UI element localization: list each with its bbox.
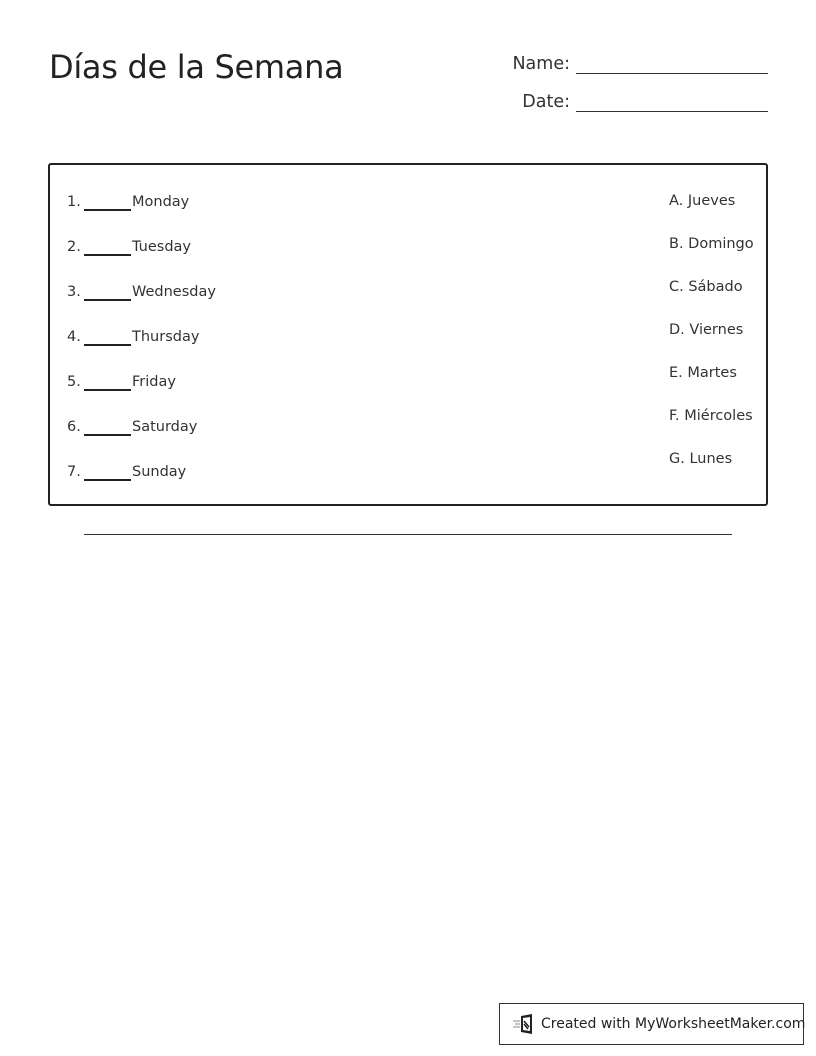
answer-blank[interactable]	[84, 283, 131, 301]
name-field	[508, 53, 768, 74]
separator-line	[84, 534, 732, 535]
question-item	[67, 236, 191, 256]
question-word: Saturday	[132, 419, 198, 435]
question-number: 5.	[67, 374, 81, 390]
answer-blank[interactable]	[84, 328, 131, 346]
worksheet-maker-logo-icon	[512, 1013, 536, 1035]
answer-blank[interactable]	[84, 418, 131, 436]
answer-blank[interactable]	[84, 238, 131, 256]
question-word: Tuesday	[132, 239, 191, 255]
question-number: 4.	[67, 329, 81, 345]
question-item	[67, 281, 216, 301]
answer-option: E. Martes	[669, 365, 737, 381]
answer-option: A. Jueves	[669, 193, 736, 209]
date-label: Date:	[522, 92, 570, 112]
answer-blank[interactable]	[84, 193, 131, 211]
answer-option: F. Miércoles	[669, 408, 753, 424]
question-item	[67, 416, 197, 436]
answer-option: G. Lunes	[669, 451, 733, 467]
footer-credit[interactable]	[499, 1003, 804, 1045]
question-number: 6.	[67, 419, 81, 435]
question-item	[67, 461, 186, 481]
question-item	[67, 371, 176, 391]
question-word: Sunday	[132, 464, 187, 480]
question-item	[67, 191, 189, 211]
question-word: Monday	[132, 194, 190, 210]
answer-option: D. Viernes	[669, 322, 744, 338]
question-word: Thursday	[132, 329, 200, 345]
date-field	[508, 91, 768, 112]
matching-exercise-box	[48, 163, 768, 506]
question-number: 1.	[67, 194, 81, 210]
question-number: 2.	[67, 239, 81, 255]
name-label: Name:	[512, 54, 570, 74]
question-word: Wednesday	[132, 284, 216, 300]
answer-blank[interactable]	[84, 373, 131, 391]
answer-option: C. Sábado	[669, 279, 743, 295]
footer-text: Created with MyWorksheetMaker.com	[541, 1016, 806, 1032]
question-word: Friday	[132, 374, 176, 390]
page-title: Días de la Semana	[49, 48, 344, 86]
question-item	[67, 326, 199, 346]
name-input-line[interactable]	[576, 53, 768, 74]
answer-option: B. Domingo	[669, 236, 754, 252]
question-number: 7.	[67, 464, 81, 480]
answer-blank[interactable]	[84, 463, 131, 481]
question-number: 3.	[67, 284, 81, 300]
date-input-line[interactable]	[576, 91, 768, 112]
